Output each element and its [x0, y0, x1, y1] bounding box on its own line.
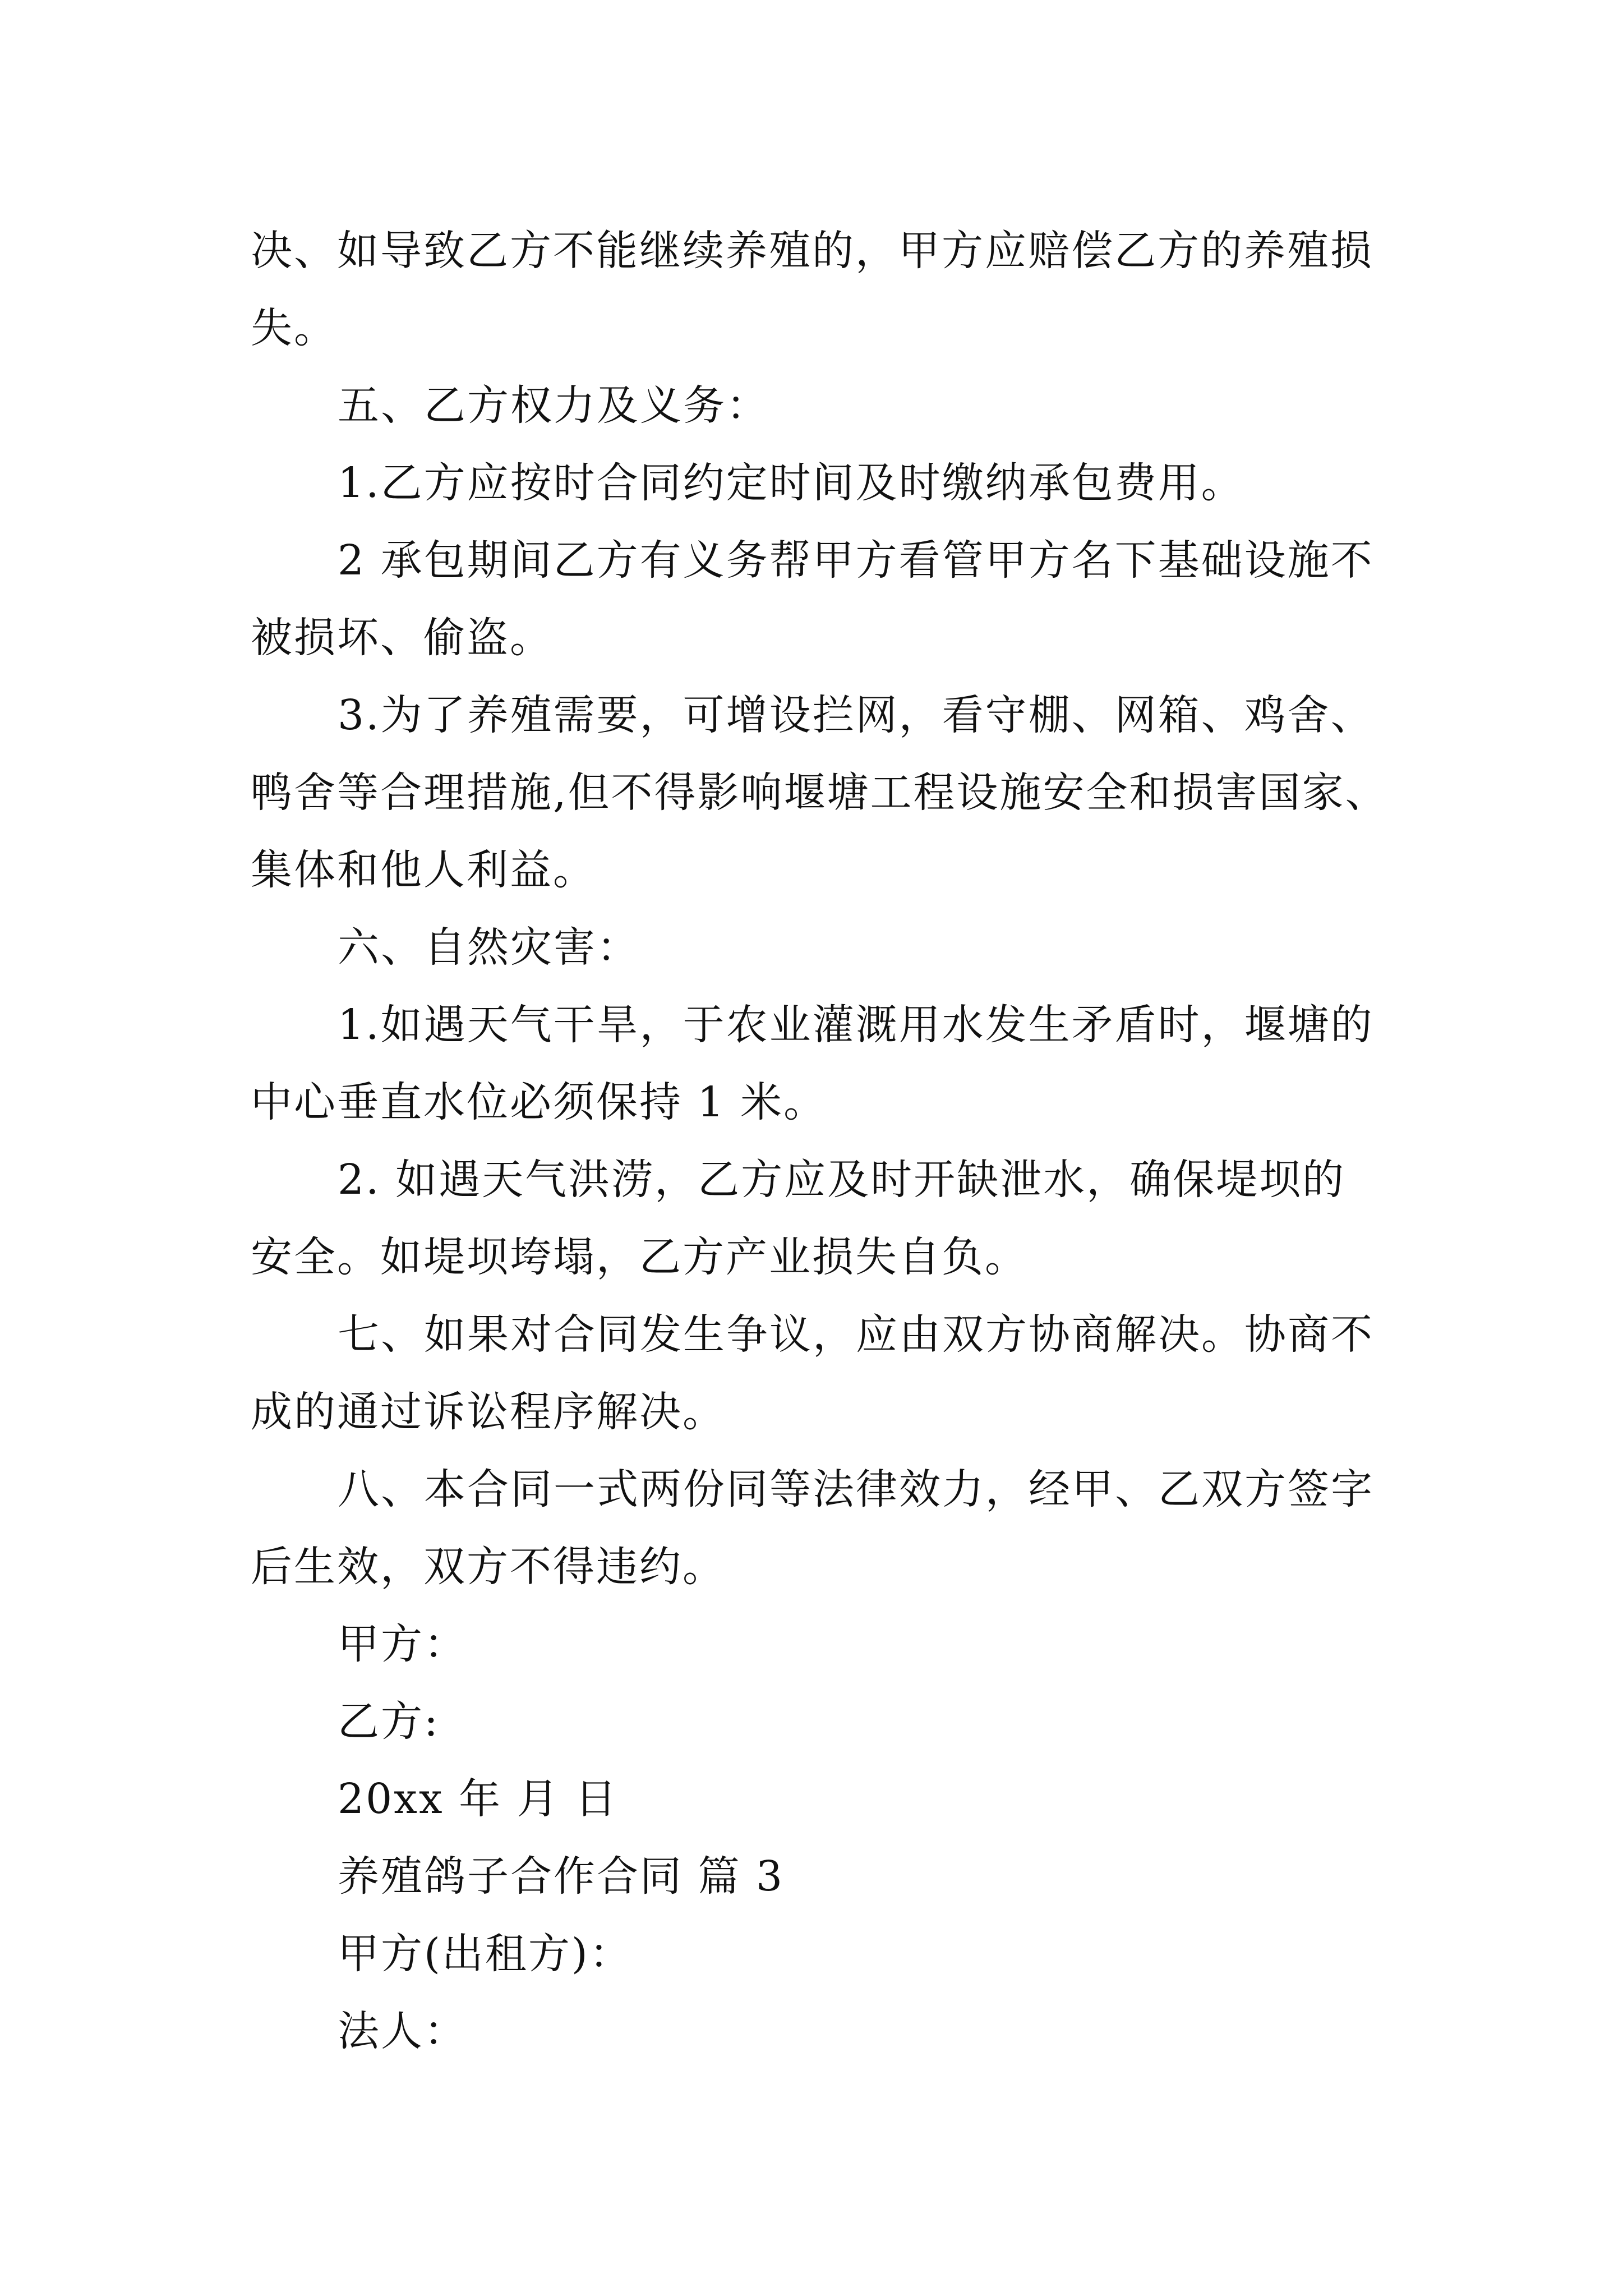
text-line: 失。 [251, 304, 337, 352]
contract-title: 养殖鸽子合作合同 篇 3 [338, 1852, 785, 1901]
legal-person-label: 法人： [338, 2007, 467, 2055]
text-line: 2 承包期间乙方有义务帮甲方看管甲方名下基础设施不 [338, 536, 1374, 585]
text-line: 集体和他人利益。 [251, 846, 596, 894]
text-line: 1.乙方应按时合同约定时间及时缴纳承包费用。 [338, 459, 1244, 507]
text-line: 八、本合同一式两份同等法律效力，经甲、乙双方签字 [338, 1465, 1374, 1513]
text-line: 安全。如堤坝垮塌，乙方产业损失自负。 [251, 1233, 1028, 1281]
document-body [251, 212, 1389, 2070]
signature-party-b: 乙方: [338, 1697, 440, 1746]
text-line: 1.如遇天气干旱，于农业灌溉用水发生矛盾时，堰塘的 [338, 1001, 1374, 1049]
section-heading: 六、自然灾害： [338, 923, 640, 972]
text-line: 决、如导致乙方不能继续养殖的，甲方应赔偿乙方的养殖损 [251, 227, 1373, 275]
signature-date: 20xx 年 月 日 [338, 1775, 619, 1823]
text-line: 后生效，双方不得违约。 [251, 1543, 726, 1591]
text-line: 中心垂直水位必须保持 1 米。 [251, 1078, 827, 1126]
text-line: 2. 如遇天气洪涝，乙方应及时开缺泄水，确保堤坝的 [338, 1156, 1346, 1204]
text-line: 3.为了养殖需要，可增设拦网，看守棚、网箱、鸡舍、 [338, 691, 1374, 739]
text-line: 被损坏、偷盗。 [251, 614, 553, 662]
text-line: 七、如果对合同发生争议，应由双方协商解决。协商不 [338, 1310, 1374, 1359]
lessor-label: 甲方(出租方)： [338, 1930, 633, 1978]
signature-party-a: 甲方： [338, 1620, 467, 1668]
text-line: 鸭舍等合理措施,但不得影响堰塘工程设施安全和损害国家、 [251, 769, 1389, 817]
text-line: 成的通过诉讼程序解决。 [251, 1388, 726, 1436]
section-heading: 五、乙方权力及义务： [338, 381, 769, 430]
